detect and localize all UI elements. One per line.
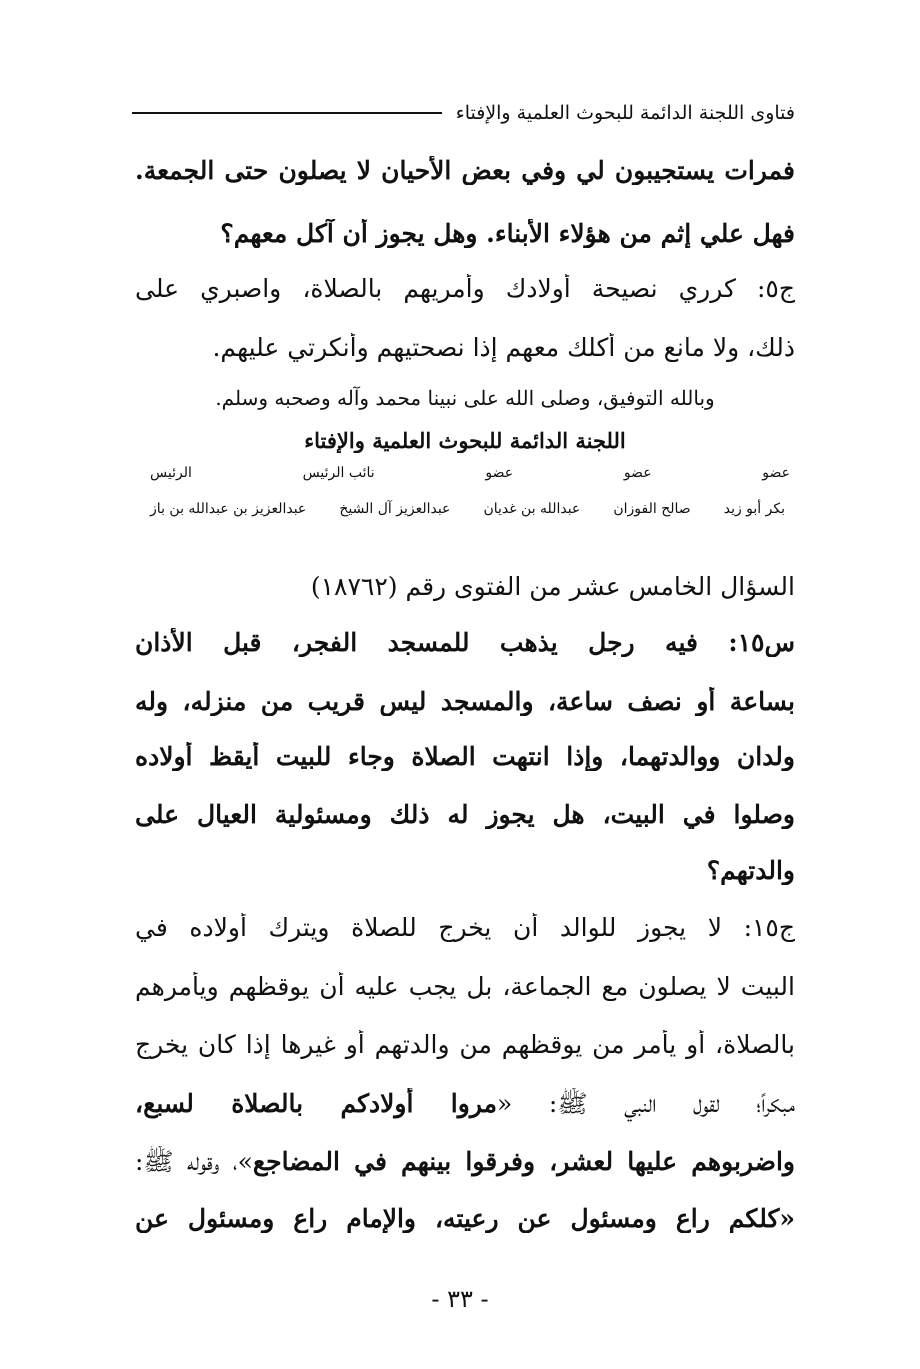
q15-heading: السؤال الخامس عشر من الفتوى رقم (١٨٧٦٢) — [310, 572, 795, 601]
q14-line-2: فهل علي إثم من هؤلاء الأبناء. وهل يجوز أن آكل معهم؟ — [220, 219, 795, 248]
role-member-1: عضو — [762, 465, 790, 481]
header-title: فتاوى اللجنة الدائمة للبحوث العلمية والإفتاء — [455, 102, 795, 124]
name-president: عبدالعزيز بن عبدالله بن باز — [150, 501, 307, 517]
name-member-1: بكر أبو زيد — [723, 501, 785, 517]
name-vice-president: عبدالعزيز آل الشيخ — [339, 501, 451, 517]
a15-line-1: ج١٥: لا يجوز للوالد أن يخرج للصلاة ويترك أولاده في — [135, 913, 795, 942]
q15-line-2: بساعة أو نصف ساعة، والمسجد ليس قريب من منزله، وله — [135, 687, 795, 716]
hadith-quote-1-end: واضربوهم عليها لعشر، وفرقوا بينهم في المضاجع — [252, 1147, 795, 1176]
role-president: الرئيس — [150, 465, 192, 481]
a15-line-3: بالصلاة، أو يأمر من يوقظهم من والدتهم أو غيرها إذا كان يخرج — [135, 1030, 795, 1059]
page-number: - ٣٣ - — [431, 1285, 489, 1313]
a15-line-4-plain: مبكراً؛ لقول النبي ﷺ: « — [497, 1089, 795, 1118]
running-header — [132, 102, 795, 124]
committee-roles — [150, 465, 790, 481]
role-member-2: عضو — [623, 465, 652, 481]
a14-line-2: ذلك، ولا مانع من أكلك معهم إذا نصحتيهم وأنكرتي عليهم. — [212, 333, 795, 362]
hadith-quote-2: «كلكم راع ومسئول عن رعيته، والإمام راع ومسئول عن — [135, 1204, 795, 1233]
q15-line-1: س١٥: فيه رجل يذهب للمسجد الفجر، قبل الأذان — [135, 628, 795, 657]
q15-line-3: ولدان ووالدتهما، وإذا انتهت الصلاة وجاء للبيت أيقظ أولاده — [135, 742, 795, 771]
committee-title: اللجنة الدائمة للبحوث العلمية والإفتاء — [304, 428, 626, 453]
q15-line-4: وصلوا في البيت، هل يجوز له ذلك ومسئولية العيال على — [135, 800, 795, 829]
a15-line-2: البيت لا يصلون مع الجماعة، بل يجب عليه أن يوقظهم ويأمرهم — [135, 972, 795, 1001]
a15-line-5 — [135, 1146, 795, 1183]
committee-names — [150, 501, 785, 517]
hadith-quote-1: مروا أولادكم بالصلاة لسبع، — [135, 1089, 498, 1118]
role-member-3: عضو — [485, 465, 514, 481]
a15-line-4 — [135, 1088, 795, 1125]
header-rule — [132, 112, 442, 114]
q14-line-1: فمرات يستجيبون لي وفي بعض الأحيان لا يصلون حتى الجمعة. — [135, 156, 795, 185]
a15-line-5-plain: »، وقوله ﷺ: — [135, 1147, 253, 1176]
a14-line-1: ج٥: كرري نصيحة أولادك وأمريهم بالصلاة، واصبري على — [135, 274, 795, 303]
name-member-3: عبدالله بن غديان — [483, 501, 581, 517]
q15-line-5: والدتهم؟ — [706, 856, 795, 885]
role-vice-president: نائب الرئيس — [302, 465, 375, 481]
a14-closing: وبالله التوفيق، وصلى الله على نبينا محمد وآله وصحبه وسلم. — [215, 386, 715, 410]
name-member-2: صالح الفوزان — [613, 501, 691, 517]
